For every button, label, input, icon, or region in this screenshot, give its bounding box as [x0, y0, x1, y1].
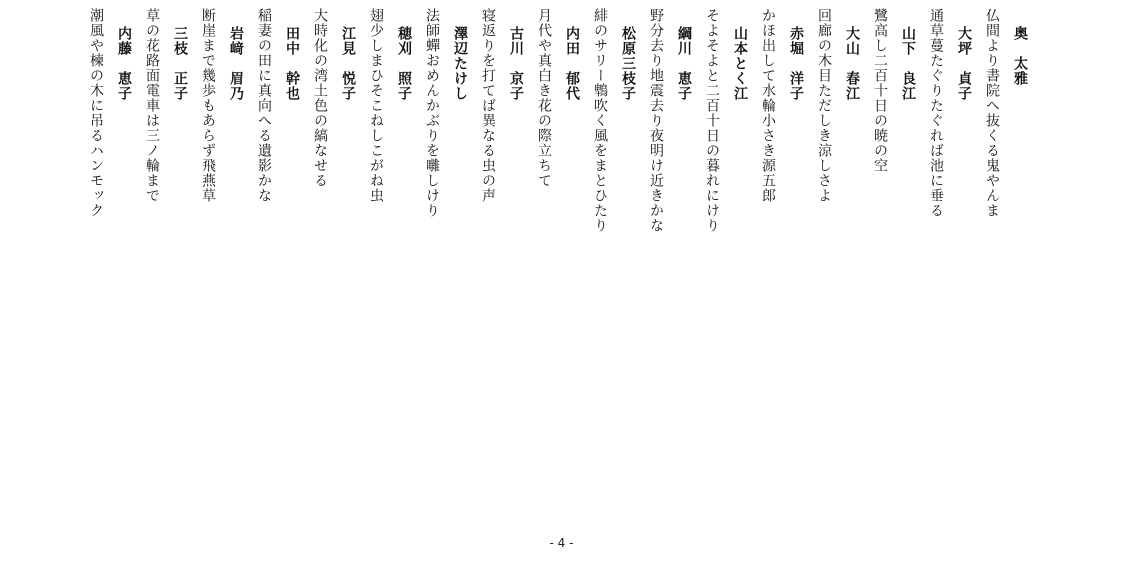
haiku-text: 通草蔓たぐりたぐれば池に垂る — [928, 8, 944, 218]
haiku-text: 法師蟬おめんかぶりを囃しけり — [424, 8, 440, 218]
haiku-text: 回廊の木目ただしき涼しさよ — [816, 8, 832, 203]
haiku-entry — [197, 8, 247, 508]
haiku-text: 月代や真白き花の際立ちて — [536, 8, 552, 188]
author-name: 山下 良江 — [900, 26, 916, 101]
author-name: 古川 京子 — [508, 26, 524, 101]
haiku-entry — [365, 8, 415, 508]
haiku-entry — [981, 8, 1031, 508]
haiku-entry — [309, 8, 359, 508]
haiku-entry — [85, 8, 135, 508]
author-name: 江見 悦子 — [340, 26, 356, 101]
author-name: 大坪 貞子 — [956, 26, 972, 101]
haiku-entry — [925, 8, 975, 508]
haiku-columns — [85, 8, 1031, 508]
author-name: 大山 春江 — [844, 26, 860, 101]
author-name: 奥 太雅 — [1012, 26, 1028, 86]
author-name: 綱川 恵子 — [676, 26, 692, 101]
haiku-text: 草の花路面電車は三ノ輪まで — [144, 8, 160, 203]
haiku-text: 緋のサリー鵯吹く風をまとひたり — [592, 8, 608, 233]
page-number: - 4 - — [549, 536, 574, 550]
haiku-text: かほ出して水輪小さき源五郎 — [760, 8, 776, 203]
haiku-text: そよそよと二百十日の暮れにけり — [704, 8, 720, 233]
author-name: 内藤 恵子 — [116, 26, 132, 101]
haiku-entry — [477, 8, 527, 508]
haiku-entry — [645, 8, 695, 508]
author-name: 内田 郁代 — [564, 26, 580, 101]
haiku-text: 大時化の湾土色の縞なせる — [312, 8, 328, 188]
haiku-text: 稲妻の田に真向へる遺影かな — [256, 8, 272, 203]
author-name: 山本とく江 — [732, 26, 748, 101]
author-name: 澤辺たけし — [452, 26, 468, 101]
haiku-text: 鷺高し二百十日の暁の空 — [872, 8, 888, 173]
author-name: 松原三枝子 — [620, 26, 636, 101]
haiku-entry — [869, 8, 919, 508]
author-name: 三枝 正子 — [172, 26, 188, 101]
haiku-entry — [701, 8, 751, 508]
haiku-text: 寝返りを打てば異なる虫の声 — [480, 8, 496, 203]
haiku-entry — [813, 8, 863, 508]
haiku-text: 断崖まで幾歩もあらず飛燕草 — [200, 8, 216, 203]
haiku-entry — [533, 8, 583, 508]
author-name: 田中 幹也 — [284, 26, 300, 101]
haiku-entry — [421, 8, 471, 508]
author-name: 岩﨑 眉乃 — [228, 26, 244, 101]
haiku-text: 翅少しまひそこねしこがね虫 — [368, 8, 384, 203]
author-name: 赤堀 洋子 — [788, 26, 804, 101]
haiku-text: 仏間より書院へ抜くる鬼やんま — [984, 8, 1000, 218]
author-name: 穂刈 照子 — [396, 26, 412, 101]
haiku-entry — [757, 8, 807, 508]
haiku-text: 潮風や楝の木に吊るハンモック — [88, 8, 104, 218]
haiku-entry — [589, 8, 639, 508]
haiku-text: 野分去り地震去り夜明け近きかな — [648, 8, 664, 233]
haiku-entry — [141, 8, 191, 508]
haiku-entry — [253, 8, 303, 508]
